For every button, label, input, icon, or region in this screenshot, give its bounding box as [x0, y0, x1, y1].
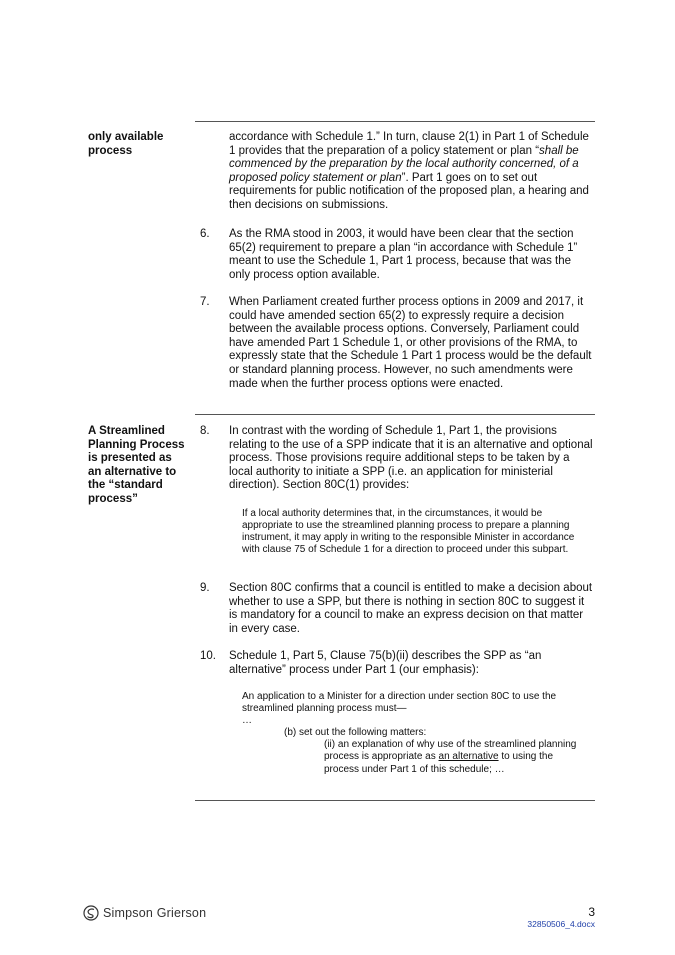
quote-clause-75: An application to a Minister for a direction under section 80C to use the streamlined planning process must— … (b) set out the following matters: (ii) an explanation of why use of the streamlined planning process is appropriate as an alternative to using the process under Part 1 of this schedule; … — [242, 691, 577, 775]
paragraph-6: 6. As the RMA stood in 2003, it would have been clear that the section 65(2) requirement to prepare a plan “in accordance with Schedule 1” meant to use the Schedule 1, Part 1 process, because that was the only process option available. — [200, 228, 578, 281]
quote-section-80C-1: If a local authority determines that, in the circumstances, it would be appropriate to use the streamlined planning process to prepare a planning instrument, it may apply in writing to the responsible Minister in accordance with clause 75 of Schedule 1 for a direction to proceed under this subpart. — [242, 508, 575, 556]
simpson-grierson-logo-icon — [83, 905, 99, 921]
side-heading-streamlined-planning-process: A Streamlined Planning Process is presented as an alternative to the “standard process” — [88, 425, 185, 505]
paragraph-7: 7. When Parliament created further process options in 2009 and 2017, it could have amended section 65(2) to expressly require a decision between the available process options. Conversely, Parliament could have amended Part 1 Schedule 1, or other provisions of the RMA, to expressly state that the Schedule 1 Part 1 process would be the default or standard planning process. However, no such amendments were made when the further process options were enacted. — [200, 296, 592, 390]
page-number: 3 — [588, 905, 595, 919]
side-heading-only-available-process: only available process — [88, 131, 164, 157]
firm-logo — [83, 905, 206, 921]
bottom-divider — [195, 800, 595, 801]
paragraph-8: 8. In contrast with the wording of Schedule 1, Part 1, the provisions relating to the use of a SPP indicate that it is an alternative and optional process. Those provisions require additional steps to be taken by a local authority to initiate a SPP (i.e. an application for ministerial direction). Section 80C(1) provides: — [200, 425, 593, 492]
document-reference: 32850506_4.docx — [527, 919, 595, 929]
paragraph-9: 9. Section 80C confirms that a council is entitled to make a decision about whether to use a SPP, but there is nothing in section 80C to suggest it is mandatory for a council to make an express decision on that matter in every case. — [200, 582, 593, 635]
paragraph-10: 10. Schedule 1, Part 5, Clause 75(b)(ii) describes the SPP as “an alternative” process under Part 1 (our emphasis): — [200, 650, 542, 676]
top-divider — [195, 121, 595, 122]
section-divider — [195, 414, 595, 415]
paragraph-5-continued: accordance with Schedule 1.” In turn, clause 2(1) in Part 1 of Schedule 1 provides that the preparation of a policy statement or plan “shall be commenced by the preparation by the local authority concerned, of a proposed policy statement or plan”. Part 1 goes on to set out requirements for public notification of the proposed plan, a hearing and then decisions on submissions. — [229, 131, 589, 211]
firm-name: Simpson Grierson — [103, 906, 207, 920]
